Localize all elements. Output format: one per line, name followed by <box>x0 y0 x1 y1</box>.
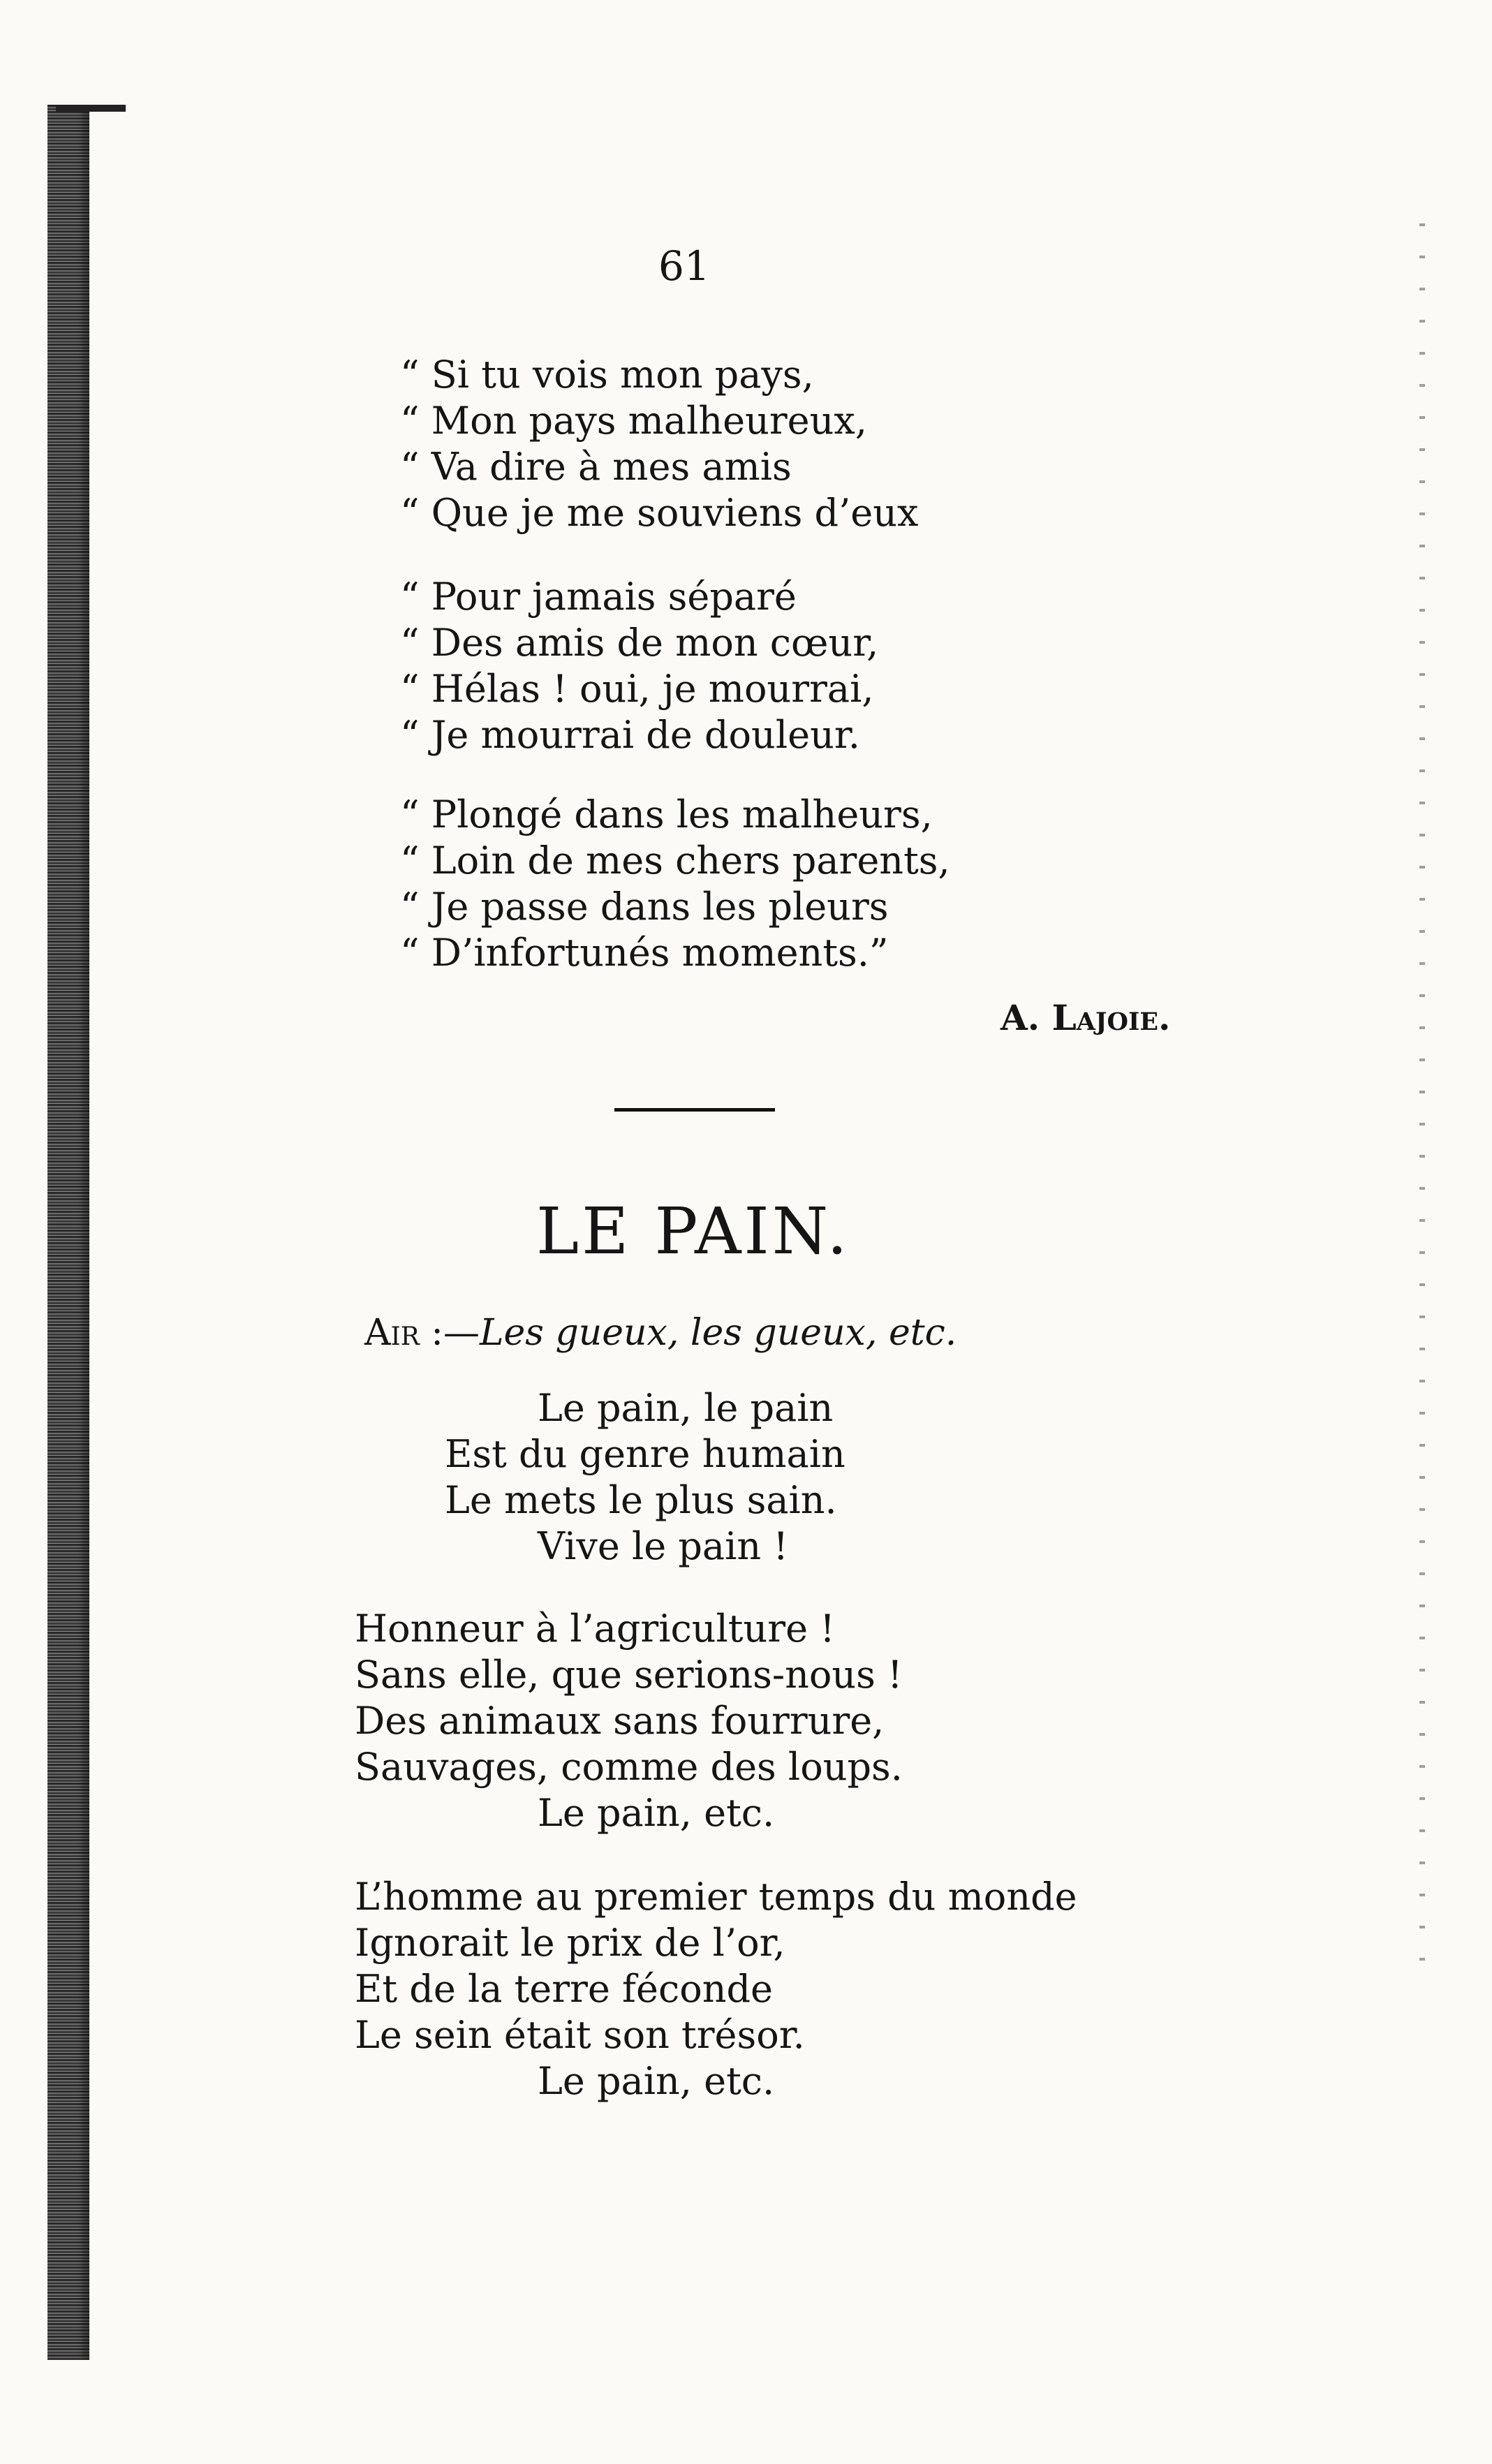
attribution-name: Lajoie. <box>1051 997 1171 1038</box>
poem-line: “ Hélas ! oui, je mourrai, <box>400 667 874 711</box>
verse-line: Le pain, etc. <box>538 2059 775 2103</box>
verse-line: Des animaux sans fourrure, <box>355 1699 885 1743</box>
verse-line: Et de la terre féconde <box>355 1967 774 2011</box>
air-tune: Les gueux, les gueux, etc. <box>479 1312 957 1354</box>
poem-line: “ Mon pays malheureux, <box>400 399 868 443</box>
refrain-line: Le mets le plus sain. <box>445 1478 837 1522</box>
book-binding-edge <box>47 105 89 2360</box>
poem-line: “ Va dire à mes amis <box>400 445 792 489</box>
refrain-line: Le pain, le pain <box>538 1386 834 1430</box>
page-edge-marks <box>1419 223 1425 1969</box>
attribution <box>1000 997 1171 1038</box>
verse-line: Honneur à l’agriculture ! <box>355 1607 835 1651</box>
poem-line: “ Si tu vois mon pays, <box>400 353 814 397</box>
binding-cap <box>56 105 126 112</box>
poem-line: “ Que je me souviens d’eux <box>400 491 919 535</box>
poem-line: “ Je passe dans les pleurs <box>400 885 889 929</box>
refrain-line: Vive le pain ! <box>538 1524 789 1568</box>
air-label: Air <box>364 1312 420 1354</box>
section-divider <box>614 1108 775 1112</box>
verse-line: Sans elle, que serions-nous ! <box>355 1653 903 1697</box>
air-separator: :— <box>419 1312 480 1354</box>
poem-line: “ Des amis de mon cœur, <box>400 621 879 665</box>
attribution-initial: A. <box>1000 997 1052 1038</box>
poem-line: “ Plongé dans les malheurs, <box>400 792 933 836</box>
verse-line: Ignorait le prix de l’or, <box>355 1921 785 1965</box>
verse-line: Le sein était son trésor. <box>355 2013 805 2057</box>
air-line <box>364 1312 957 1354</box>
poem-line: “ Je mourrai de douleur. <box>400 713 860 757</box>
refrain-line: Est du genre humain <box>445 1432 845 1476</box>
poem-line: “ Loin de mes chers parents, <box>400 839 950 883</box>
song-title: LE PAIN. <box>536 1194 850 1269</box>
verse-line: Sauvages, comme des loups. <box>355 1745 903 1789</box>
verse-line: L’homme au premier temps du monde <box>355 1875 1077 1919</box>
verse-line: Le pain, etc. <box>538 1791 775 1835</box>
poem-line: “ D’infortunés moments.” <box>400 931 889 975</box>
page-number: 61 <box>658 242 710 290</box>
poem-line: “ Pour jamais séparé <box>400 575 797 619</box>
